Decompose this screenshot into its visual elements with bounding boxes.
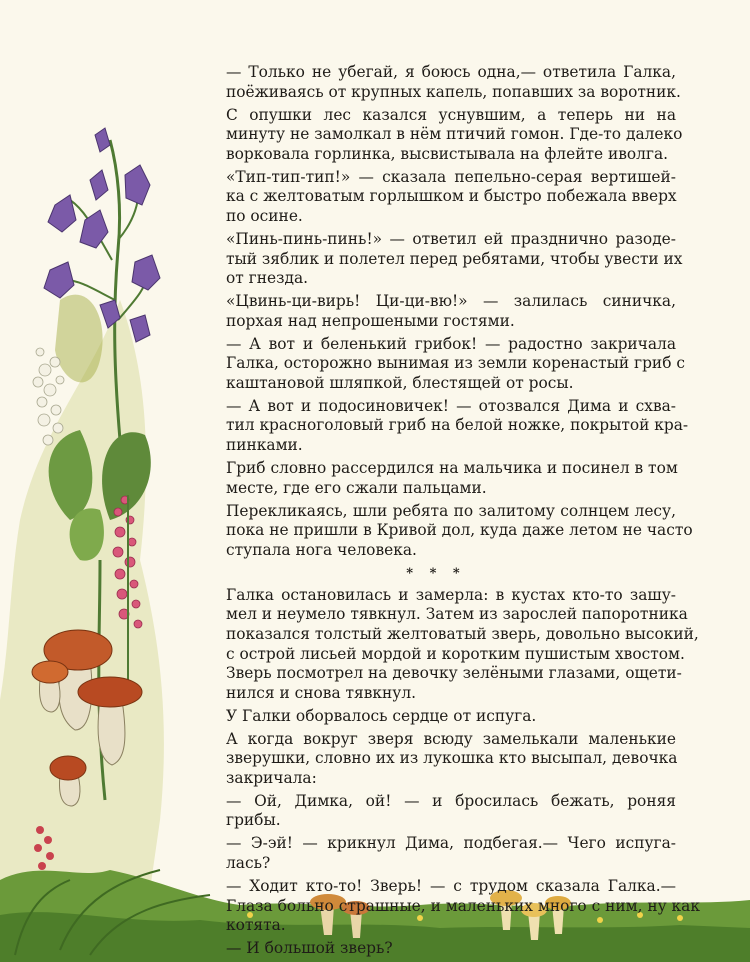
paragraph [196,939,676,959]
section-separator: * * * [406,565,466,581]
text-line: котята. [226,916,286,935]
story-part-2 [196,585,700,959]
paragraph [196,459,676,498]
text-line: грибы. [226,811,281,830]
text-line: — Ходит кто-то! Зверь! — с трудом сказала Галка.— [226,877,676,896]
text-line: — Только не убегай, я боюсь одна,— ответила Галка, [226,63,676,81]
text-line: мел и неумело тявкнул. Затем из зарослей папоротника [226,605,688,624]
paragraph [196,707,676,727]
text-line: от гнезда. [226,269,309,288]
foliage-wash-2 [55,295,103,383]
text-line: по осине. [226,206,303,225]
text-line: минуту не замолкал в нём птичий гомон. Где-то далеко [226,125,683,144]
text-line: «Пинь-пинь-пинь!» — ответил ей празднично разоде- [226,229,676,248]
story-part-1 [196,63,693,560]
paragraph [196,292,676,331]
paragraph [196,792,676,831]
text-line: — А вот и подосиновичек! — отозвался Дима и схва- [226,396,676,415]
text-line: пока не пришли в Кривой дол, куда даже летом не часто [226,521,693,540]
text-line: зверушки, словно их из лукошка кто высыпал, девочка [226,749,678,768]
paragraph [196,63,681,102]
text-line: с острой лисьей мордой и коротким пушистым хвостом. [226,644,685,663]
text-line: ка с желтоватым горлышком и быстро побежала вверх [226,187,677,206]
white-flower-cluster [33,348,64,445]
text-line: — Э-эй! — крикнул Дима, подбегая.— Чего испуга- [226,834,676,853]
text-line: Гриб словно рассердился на мальчика и посинел в том [226,459,678,478]
text-line: тый зяблик и полетел перед ребятами, чтобы увести их [226,249,683,268]
text-line: Галка остановилась и замерла: в кустах кто-то зашу- [226,585,676,604]
paragraph [196,501,693,561]
text-line: поёживаясь от крупных капель, попавших за воротник. [226,82,681,101]
paragraph [196,105,683,165]
paragraph [196,730,676,789]
paragraph [196,334,685,394]
text-line: «Цвинь-ци-вирь! Ци-ци-вю!» — залилась синичка, [226,292,676,311]
paragraph [196,585,699,704]
text-line: — И большой зверь? [226,939,393,958]
text-line: У Галки оборвалось сердце от испуга. [226,706,537,725]
text-line: показался толстый желтоватый зверь, довольно высокий, [226,624,699,643]
text-line: месте, где его сжали пальцами. [226,478,487,497]
text-line: А когда вокруг зверя всюду замелькали маленькие [226,729,676,748]
text-line: нился и снова тявкнул. [226,683,417,702]
text-line: Перекликаясь, шли ребята по залитому солнцем лесу, [226,501,676,520]
text-line: порхая над непрошеными гостями. [226,311,515,330]
text-line: тил красноголовый гриб на белой ножке, покрытой кра- [226,416,689,435]
text-line: лась? [226,854,271,873]
story-text [196,63,700,962]
paragraph [196,229,683,289]
paragraph [196,834,676,873]
text-line: ворковала горлинка, высвистывала на флейте иволга. [226,144,669,163]
paragraph [196,396,689,456]
text-line: — Ой, Димка, ой! — и бросилась бежать, роняя [226,791,676,810]
text-line: ступала нога человека. [226,540,417,559]
text-line: С опушки лес казался уснувшим, а теперь ни на [226,105,676,124]
text-line: «Тип-тип-тип!» — сказала пепельно-серая вертишей- [226,167,676,186]
text-line: Галка, осторожно вынимая из земли коренастый гриб с [226,354,685,373]
paragraph [196,877,700,936]
paragraph [196,168,676,227]
text-line: Глаза больно страшные, и маленьких много с ним, ну как [226,896,700,915]
text-line: — А вот и беленький грибок! — радостно закричала [226,334,676,353]
text-line: закричала: [226,768,317,787]
text-line: Зверь посмотрел на девочку зелёными глазами, ощети- [226,664,682,683]
text-line: каштановой шляпкой, блестящей от росы. [226,373,574,392]
text-line: пинками. [226,436,303,455]
